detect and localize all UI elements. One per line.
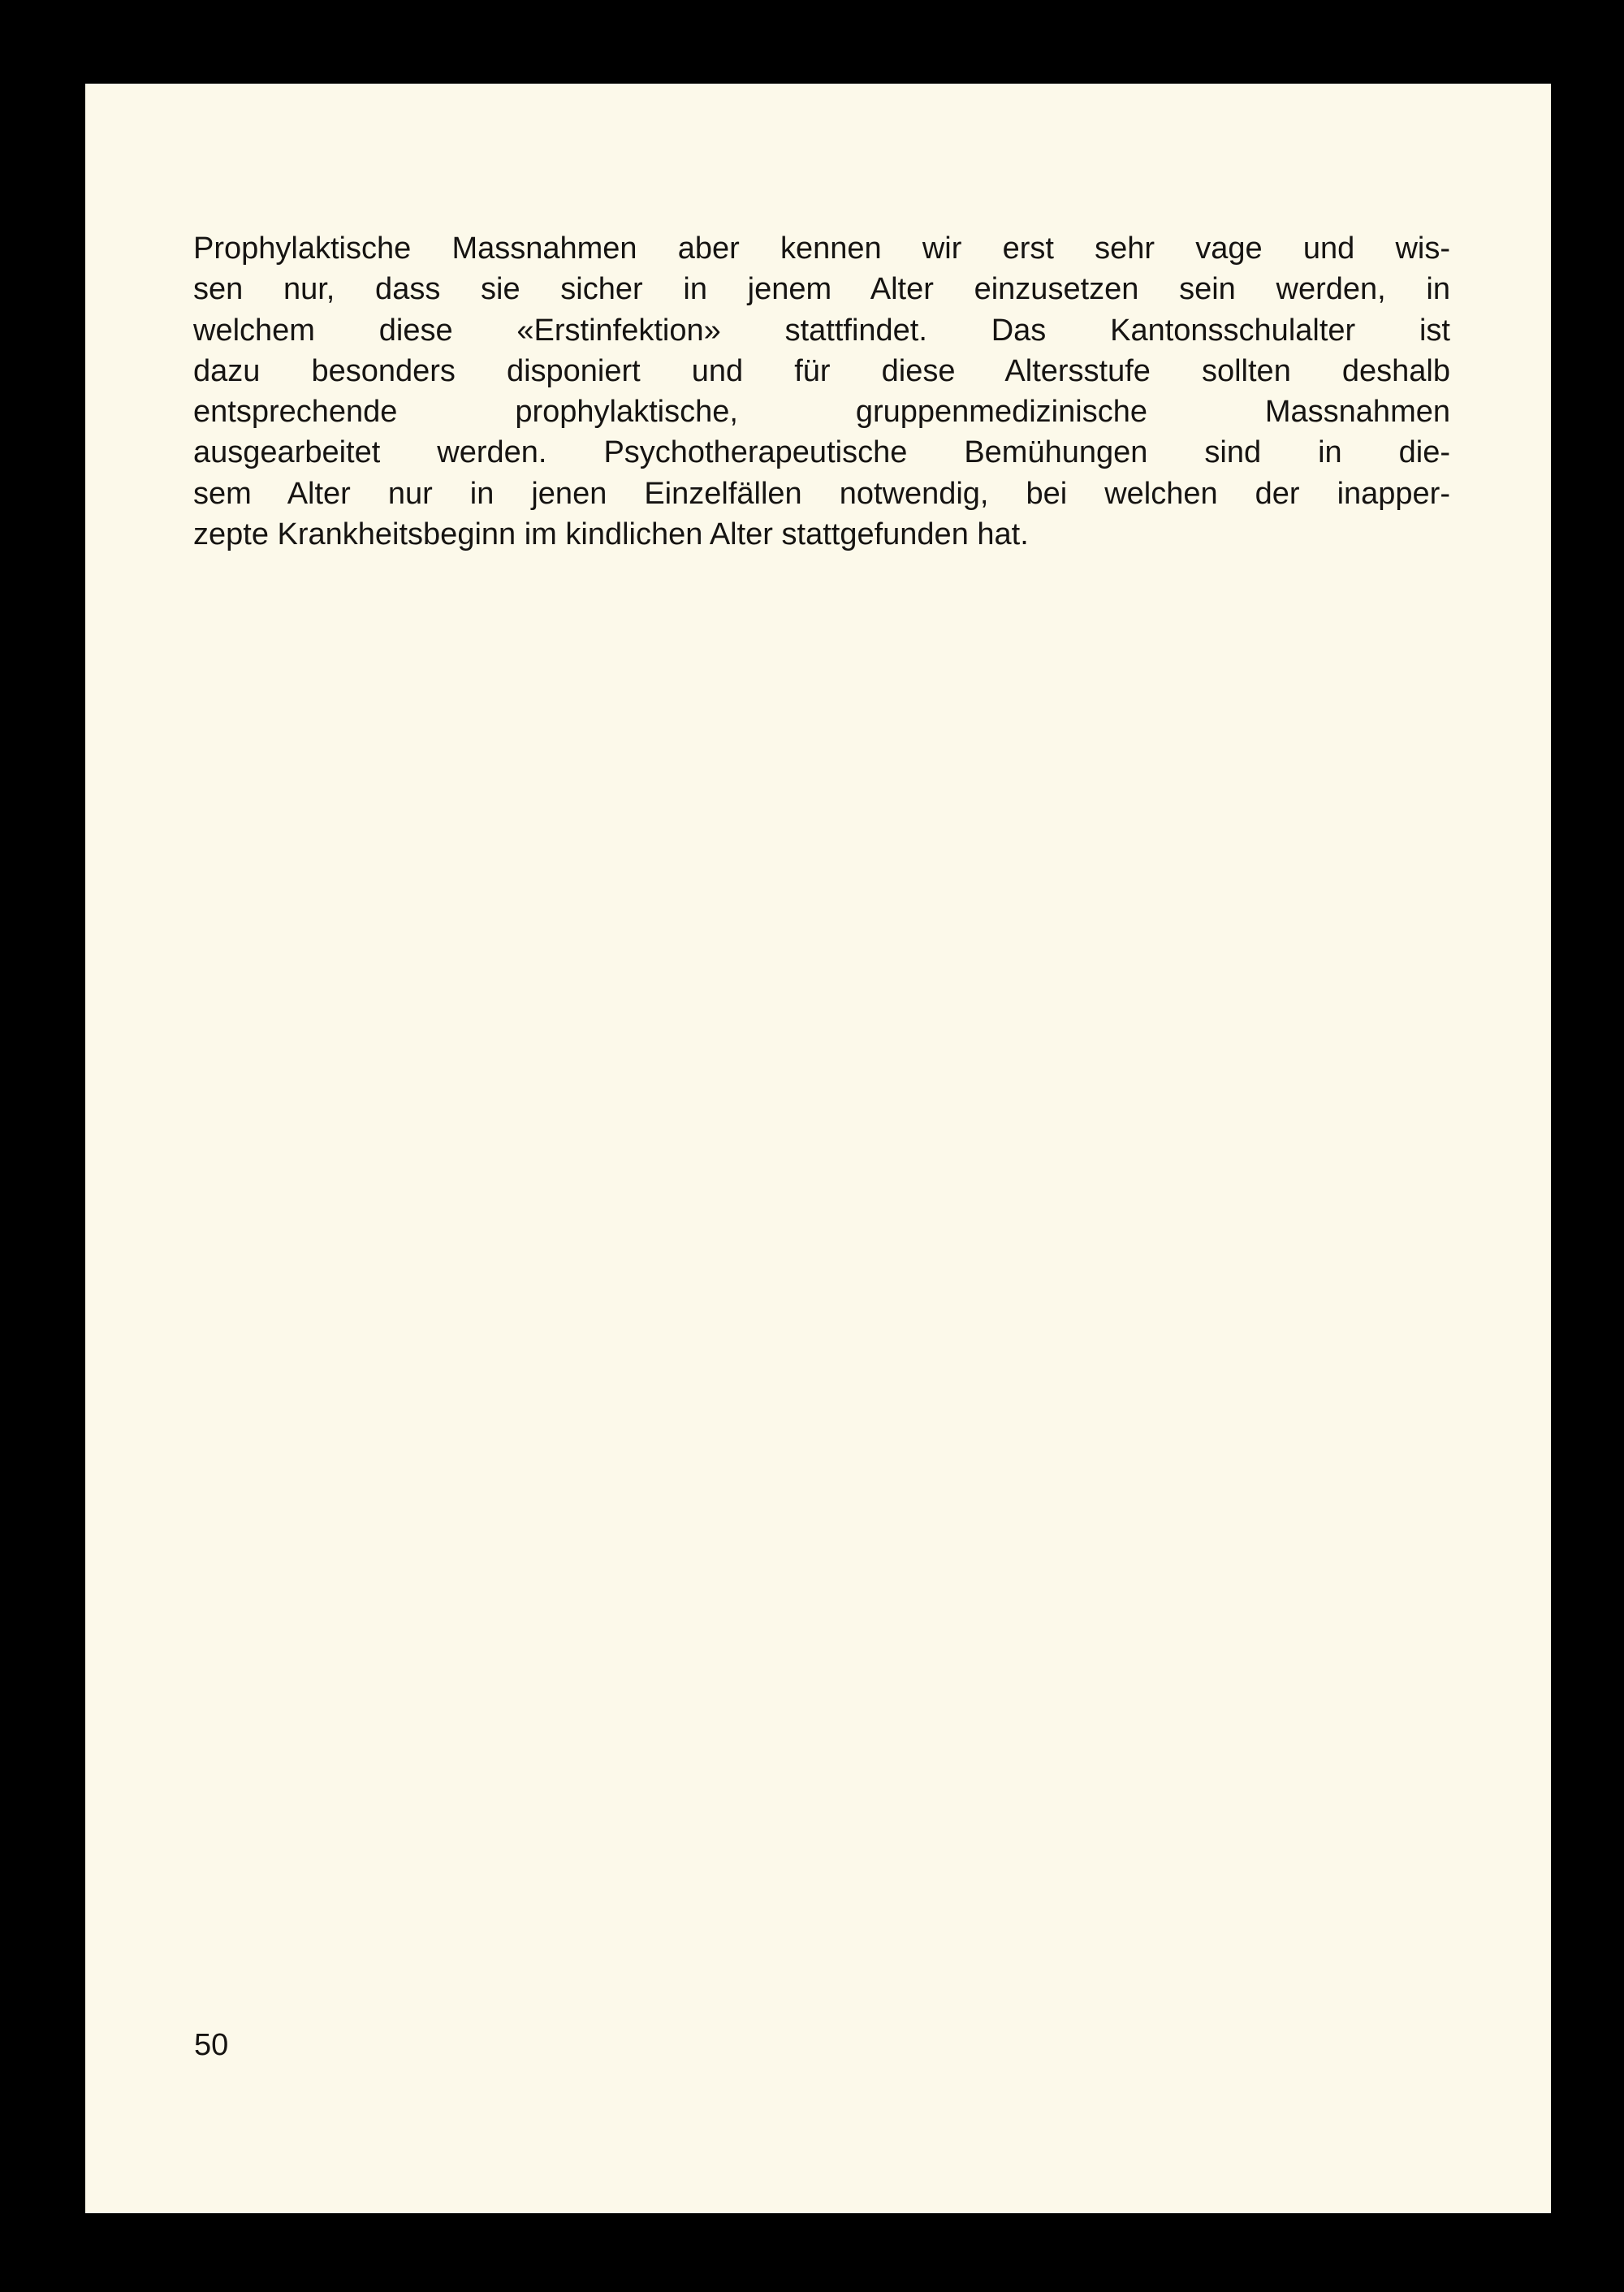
- paragraph-line-4: dazu besonders disponiert und für diese Altersstufe sollten deshalb: [193, 353, 1450, 388]
- document-page: [85, 84, 1551, 2213]
- paragraph-line-5: entsprechende prophylaktische, gruppenmedizinische Massnahmen: [193, 395, 1450, 430]
- paragraph-line-7: sem Alter nur in jenen Einzelfällen notwendig, bei welchen der inapper-: [193, 476, 1450, 511]
- paragraph-line-1: Prophylaktische Massnahmen aber kennen wir erst sehr vage und wis-: [193, 231, 1450, 266]
- paragraph-line-2: sen nur, dass sie sicher in jenem Alter einzusetzen sein werden, in: [193, 272, 1450, 307]
- paragraph-line-3: welchem diese «Erstinfektion» stattfindet. Das Kantonsschulalter ist: [193, 313, 1450, 348]
- page-number: 50: [194, 2028, 229, 2062]
- body-paragraph: [193, 228, 1450, 555]
- paragraph-line-6: ausgearbeitet werden. Psychotherapeutische Bemühungen sind in die-: [193, 435, 1450, 470]
- paragraph-line-8: zepte Krankheitsbeginn im kindlichen Alter stattgefunden hat.: [193, 517, 1029, 552]
